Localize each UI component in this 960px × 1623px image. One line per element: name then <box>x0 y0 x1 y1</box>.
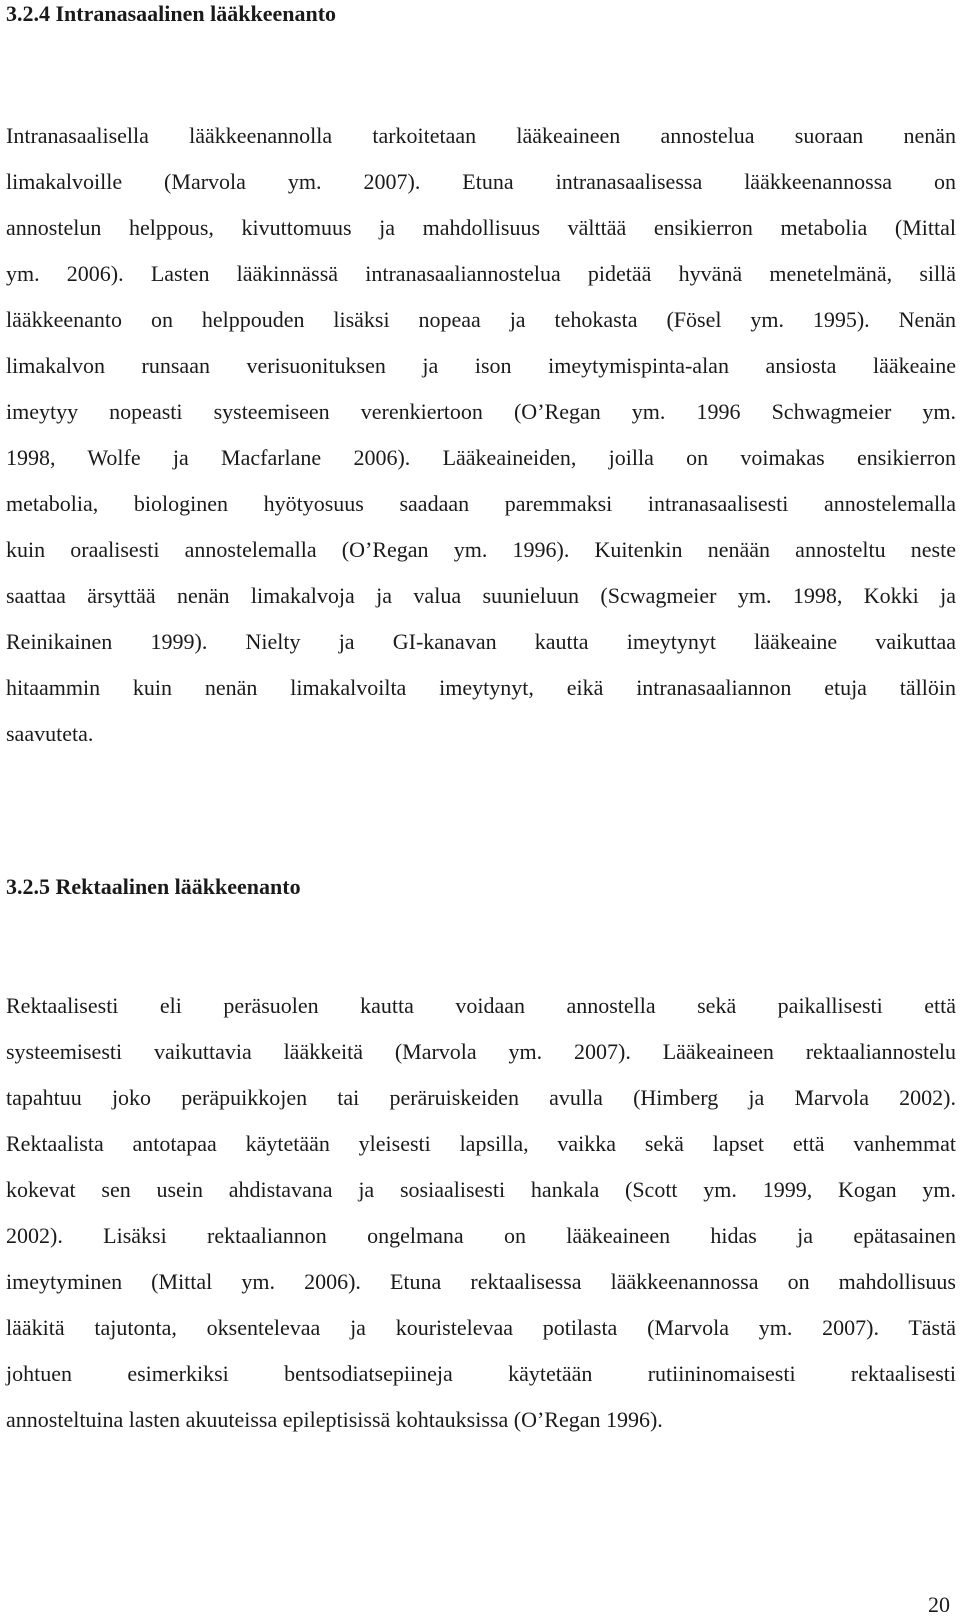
text-line: annostelun helppous, kivuttomuus ja mahdollisuus välttää ensikierron metabolia (Mittal <box>6 215 956 240</box>
paragraph-intranasal <box>6 113 956 757</box>
text-line: saattaa ärsyttää nenän limakalvoja ja valua suunieluun (Scwagmeier ym. 1998, Kokki ja <box>6 583 956 608</box>
text-line: limakalvon runsaan verisuonituksen ja ison imeytymispinta-alan ansiosta lääkeaine <box>6 353 956 378</box>
text-line: 2002). Lisäksi rektaaliannon ongelmana on lääkeaineen hidas ja epätasainen <box>6 1223 956 1248</box>
text-line: systeemisesti vaikuttavia lääkkeitä (Marvola ym. 2007). Lääkeaineen rektaaliannostelu <box>6 1039 956 1064</box>
text-line: 1998, Wolfe ja Macfarlane 2006). Lääkeaineiden, joilla on voimakas ensikierron <box>6 445 956 470</box>
text-line: lääkitä tajutonta, oksentelevaa ja kouristelevaa potilasta (Marvola ym. 2007). Tästä <box>6 1315 956 1340</box>
text-line: limakalvoille (Marvola ym. 2007). Etuna intranasaalisessa lääkkeenannossa on <box>6 169 956 194</box>
text-line: lääkkeenanto on helppouden lisäksi nopeaa ja tehokasta (Fösel ym. 1995). Nenän <box>6 307 956 332</box>
text-line: ym. 2006). Lasten lääkinnässä intranasaaliannostelua pidetää hyvänä menetelmänä, sillä <box>6 261 956 286</box>
text-line: hitaammin kuin nenän limakalvoilta imeytynyt, eikä intranasaaliannon etuja tällöin <box>6 675 956 700</box>
text-line: kokevat sen usein ahdistavana ja sosiaalisesti hankala (Scott ym. 1999, Kogan ym. <box>6 1177 956 1202</box>
text-line: metabolia, biologinen hyötyosuus saadaan paremmaksi intranasaalisesti annostelemalla <box>6 491 956 516</box>
text-line: imeytyminen (Mittal ym. 2006). Etuna rektaalisessa lääkkeenannossa on mahdollisuus <box>6 1269 956 1294</box>
text-line: Rektaalista antotapaa käytetään yleisesti lapsilla, vaikka sekä lapset että vanhemmat <box>6 1131 956 1156</box>
text-line: saavuteta. <box>6 721 94 746</box>
text-line: Intranasaalisella lääkkeenannolla tarkoitetaan lääkeaineen annostelua suoraan nenän <box>6 123 956 148</box>
text-line: johtuen esimerkiksi bentsodiatsepiineja käytetään rutiininomaisesti rektaalisesti <box>6 1361 956 1386</box>
text-line: Rektaalisesti eli peräsuolen kautta voidaan annostella sekä paikallisesti että <box>6 993 956 1018</box>
text-line: kuin oraalisesti annostelemalla (O’Regan ym. 1996). Kuitenkin nenään annosteltu neste <box>6 537 956 562</box>
text-line: Reinikainen 1999). Nielty ja GI-kanavan kautta imeytynyt lääkeaine vaikuttaa <box>6 629 956 654</box>
page-number: 20 <box>928 1592 950 1617</box>
text-line: tapahtuu joko peräpuikkojen tai peräruiskeiden avulla (Himberg ja Marvola 2002). <box>6 1085 956 1110</box>
text-line: imeytyy nopeasti systeemiseen verenkiertoon (O’Regan ym. 1996 Schwagmeier ym. <box>6 399 956 424</box>
text-line: annosteltuina lasten akuuteissa epileptisissä kohtauksissa (O’Regan 1996). <box>6 1407 663 1432</box>
section-heading-rectal: 3.2.5 Rektaalinen lääkkeenanto <box>6 874 301 899</box>
section-heading-intranasal: 3.2.4 Intranasaalinen lääkkeenanto <box>6 1 337 26</box>
paragraph-rectal <box>6 983 956 1443</box>
